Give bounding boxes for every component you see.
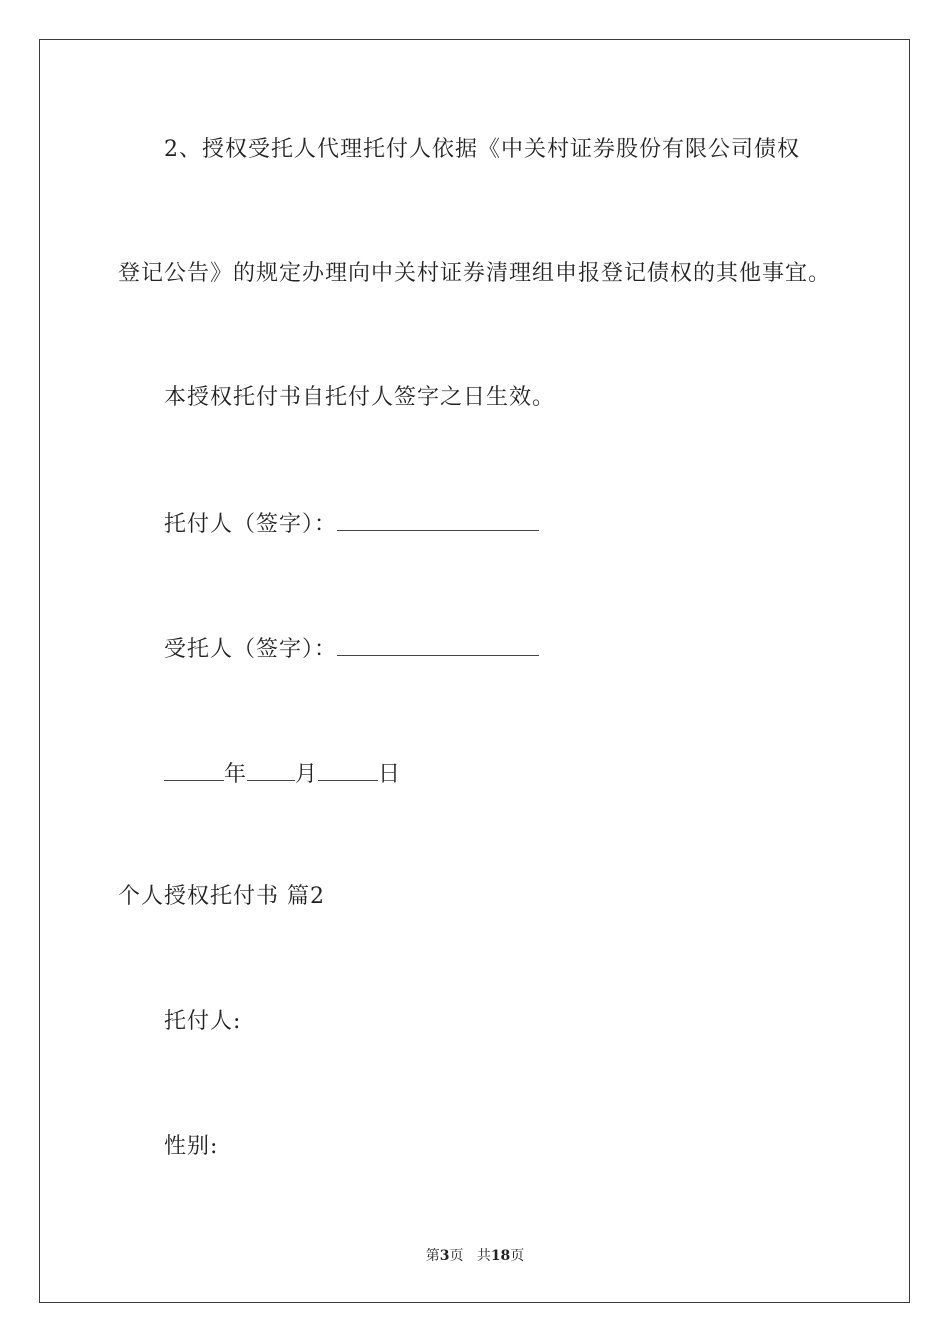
agent-signature-label: 受托人（签字）： <box>164 637 338 662</box>
footer-page-prefix: 第 <box>425 1248 440 1264</box>
footer-page-suffix: 页 <box>449 1248 464 1264</box>
paragraph-line: 2、授权受托人代理托付人依据《中关村证券股份有限公司债权 <box>164 137 800 162</box>
month-blank <box>247 758 295 781</box>
paragraph: 本授权托付书自托付人签字之日生效。 <box>164 385 556 410</box>
footer-page-number: 3 <box>439 1248 450 1264</box>
page-footer <box>0 1246 950 1266</box>
footer-total-suffix: 页 <box>510 1248 525 1264</box>
day-blank <box>318 758 378 781</box>
year-blank <box>164 758 224 781</box>
paragraph-line: 登记公告》的规定办理向中关村证券清理组申报登记债权的其他事宜。 <box>118 261 832 286</box>
section-heading: 个人授权托付书 篇2 <box>118 884 325 909</box>
date-row <box>164 758 401 790</box>
footer-total-prefix: 共 <box>476 1248 491 1264</box>
principal-signature-label: 托付人（签字）： <box>164 512 338 537</box>
footer-total-pages: 18 <box>490 1248 511 1264</box>
principal-signature-row <box>164 508 539 540</box>
principal-signature-blank <box>337 508 539 531</box>
principal-field-label: 托付人: <box>164 1009 242 1034</box>
day-label: 日 <box>378 762 402 787</box>
month-label: 月 <box>295 762 319 787</box>
page-border <box>39 39 910 1303</box>
agent-signature-blank <box>337 633 539 656</box>
gender-field-label: 性别: <box>164 1134 219 1159</box>
year-label: 年 <box>224 762 248 787</box>
agent-signature-row <box>164 633 539 665</box>
